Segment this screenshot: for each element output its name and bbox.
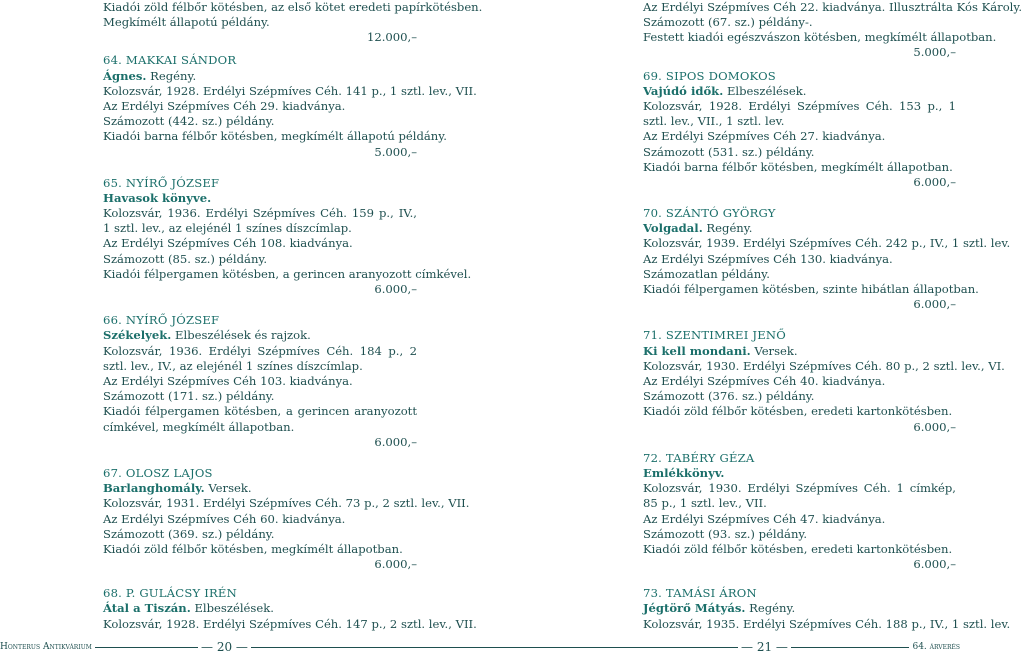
entry-price: 6.000,–	[374, 434, 417, 449]
entry-detail: Az Erdélyi Szépmíves Céh 130. kiadványa.	[643, 251, 893, 266]
entry-heading: 71. SZENTIMREI JENŐ	[643, 328, 786, 343]
entry-detail: Kolozsvár, 1931. Erdélyi Szépmíves Céh. 73 p., 2 sztl. lev., VII.	[103, 496, 470, 511]
entry-detail: Az Erdélyi Szépmíves Céh 103. kiadványa.	[103, 374, 353, 388]
entry-detail: Az Erdélyi Szépmíves Céh 108. kiadványa.	[103, 236, 353, 251]
carryover-line: Festett kiadói egészvászon kötésben, megkímélt állapotban.	[643, 30, 997, 45]
carryover-line: Az Erdélyi Szépmíves Céh 22. kiadványa. Illusztrálta Kós Károly.	[643, 0, 1022, 14]
entry-title: Emlékkönyv.	[643, 465, 725, 480]
left-page-number: 20	[216, 640, 233, 654]
entry-title: Barlanghomály.	[103, 481, 205, 496]
entry-heading: 68. P. GULÁCSY IRÉN	[103, 586, 237, 601]
entry-detail: Kiadói félpergamen kötésben, a gerincen aranyozott címkével.	[103, 266, 472, 281]
entry-subtitle: Elbeszélések.	[723, 83, 807, 98]
catalog-entry	[103, 465, 470, 572]
entry-detail: Kiadói félpergamen kötésben, a gerincen aranyozott címkével, megkímélt állapotban.	[103, 404, 417, 434]
footer-left-page-number: — 20 —	[198, 641, 251, 654]
catalog-entry	[643, 586, 1011, 632]
right-page-number: 21	[756, 640, 773, 654]
entry-title: Ágnes.	[103, 68, 147, 83]
entry-title: Ki kell mondani.	[643, 343, 751, 358]
entry-detail: Kolozsvár, 1930. Erdélyi Szépmíves Céh. 80 p., 2 sztl. lev., VI.	[643, 358, 1005, 373]
carryover-price: 12.000,–	[366, 30, 417, 45]
catalog-entry	[103, 586, 477, 632]
entry-detail: Az Erdélyi Szépmíves Céh 40. kiadványa.	[643, 373, 886, 388]
entry-detail: Számozott (442. sz.) példány.	[103, 114, 275, 129]
entry-subtitle: Regény.	[702, 221, 753, 236]
entry-detail: Kolozsvár, 1936. Erdélyi Szépmíves Céh. 184 p., 2 sztl. lev., IV., az elejénél 1 színes díszcímlap.	[103, 343, 417, 373]
entry-detail: Számozatlan példány.	[643, 266, 770, 281]
entry-price: 6.000,–	[913, 297, 956, 312]
right-column	[643, 0, 1022, 632]
catalog-entry	[643, 69, 956, 191]
entry-heading: 66. NYÍRŐ JÓZSEF	[103, 313, 220, 328]
carryover-line: Kiadói zöld félbőr kötésben, az első kötet eredeti papírkötésben.	[103, 0, 483, 14]
entry-subtitle: Elbeszélések és rajzok.	[171, 328, 311, 343]
entry-title: Havasok könyve.	[103, 190, 212, 205]
entry-detail: Kolozsvár, 1939. Erdélyi Szépmíves Céh. 242 p., IV., 1 sztl. lev.	[643, 236, 1011, 251]
entry-title: Volgadal.	[643, 221, 703, 236]
catalog-entry	[103, 313, 417, 450]
entry-detail: Az Erdélyi Szépmíves Céh 60. kiadványa.	[103, 511, 346, 526]
entry-title: Székelyek.	[103, 328, 172, 343]
entry-detail: Kiadói zöld félbőr kötésben, eredeti kartonkötésben.	[643, 404, 953, 419]
entry-price: 5.000,–	[374, 144, 417, 159]
entry-heading: 65. NYÍRŐ JÓZSEF	[103, 175, 220, 190]
entry-detail: Számozott (85. sz.) példány.	[103, 251, 268, 266]
entry-detail: Kiadói zöld félbőr kötésben, eredeti kartonkötésben.	[643, 541, 953, 556]
entry-detail: Kolozsvár, 1936. Erdélyi Szépmíves Céh. 159 p., IV., 1 sztl. lev., az elejénél 1 színes díszcímlap.	[103, 206, 417, 236]
footer-right-page-number: — 21 —	[738, 641, 791, 654]
entry-detail: Kiadói zöld félbőr kötésben, megkímélt állapotban.	[103, 541, 403, 556]
catalog-entry	[643, 206, 1011, 312]
carryover-price: 5.000,–	[913, 45, 956, 60]
entry-title: Jégtörő Mátyás.	[643, 601, 746, 616]
entry-detail: Az Erdélyi Szépmíves Céh 27. kiadványa.	[643, 129, 886, 144]
entry-price: 6.000,–	[374, 557, 417, 572]
entry-title: Átal a Tiszán.	[103, 601, 191, 616]
entry-detail: Számozott (376. sz.) példány.	[643, 389, 815, 404]
entry-detail: Kiadói barna félbőr kötésben, megkímélt állapotban.	[643, 159, 953, 174]
entry-detail: Kiadói félpergamen kötésben, szinte hibátlan állapotban.	[643, 282, 979, 297]
entry-heading: 69. SIPOS DOMOKOS	[643, 68, 776, 83]
entry-detail: Számozott (531. sz.) példány.	[643, 144, 815, 159]
entry-price: 6.000,–	[374, 282, 417, 297]
entry-title: Vajúdó idők.	[643, 83, 724, 98]
entry-subtitle: Elbeszélések.	[190, 601, 274, 616]
entry-subtitle: Regény.	[146, 68, 197, 83]
entry-detail: Az Erdélyi Szépmíves Céh 29. kiadványa.	[103, 98, 346, 113]
entry-heading: 72. TABÉRY GÉZA	[643, 450, 755, 465]
entry-detail: Az Erdélyi Szépmíves Céh 47. kiadványa.	[643, 511, 886, 526]
entry-detail: Számozott (93. sz.) példány.	[643, 526, 808, 541]
entry-price: 6.000,–	[913, 174, 956, 189]
entry-price: 6.000,–	[913, 419, 956, 434]
catalog-entry	[643, 328, 1005, 434]
catalog-entry	[643, 451, 956, 573]
page-footer	[0, 641, 960, 654]
footer-auction: 64. árverés	[909, 641, 960, 654]
entry-detail: Számozott (369. sz.) példány.	[103, 526, 275, 541]
entry-price: 6.000,–	[913, 557, 956, 572]
entry-heading: 73. TAMÁSI ÁRON	[643, 586, 757, 601]
footer-publisher: Honterus Antikvárium	[0, 641, 95, 654]
catalog-entry	[103, 53, 477, 159]
entry-detail: Kolozsvár, 1928. Erdélyi Szépmíves Céh. 147 p., 2 sztl. lev., VII.	[103, 616, 477, 631]
entry-heading: 64. MAKKAI SÁNDOR	[103, 53, 237, 68]
entry-subtitle: Versek.	[750, 343, 798, 358]
entry-detail: Kolozsvár, 1928. Erdélyi Szépmíves Céh. 141 p., 1 sztl. lev., VII.	[103, 83, 477, 98]
carryover-line: Megkímélt állapotú példány.	[103, 15, 270, 29]
entry-heading: 70. SZÁNTÓ GYÖRGY	[643, 206, 776, 221]
catalog-entry	[103, 175, 472, 298]
left-column	[103, 0, 483, 632]
entry-detail: Kolozsvár, 1930. Erdélyi Szépmíves Céh. 1 címkép, 85 p., 1 sztl. lev., VII.	[643, 481, 956, 511]
entry-detail: Kolozsvár, 1928. Erdélyi Szépmíves Céh. 153 p., 1 sztl. lev., VII., 1 sztl. lev.	[643, 98, 956, 129]
entry-detail: Számozott (171. sz.) példány.	[103, 389, 275, 404]
entry-heading: 67. OLOSZ LAJOS	[103, 465, 213, 480]
footer-rule-right	[480, 647, 960, 648]
entry-subtitle: Versek.	[204, 481, 252, 496]
entry-detail: Kiadói barna félbőr kötésben, megkímélt állapotú példány.	[103, 129, 447, 144]
entry-subtitle: Regény.	[745, 601, 796, 616]
carryover-line: Számozott (67. sz.) példány-.	[643, 15, 813, 29]
entry-detail: Kolozsvár, 1935. Erdélyi Szépmíves Céh. 188 p., IV., 1 sztl. lev.	[643, 616, 1011, 631]
